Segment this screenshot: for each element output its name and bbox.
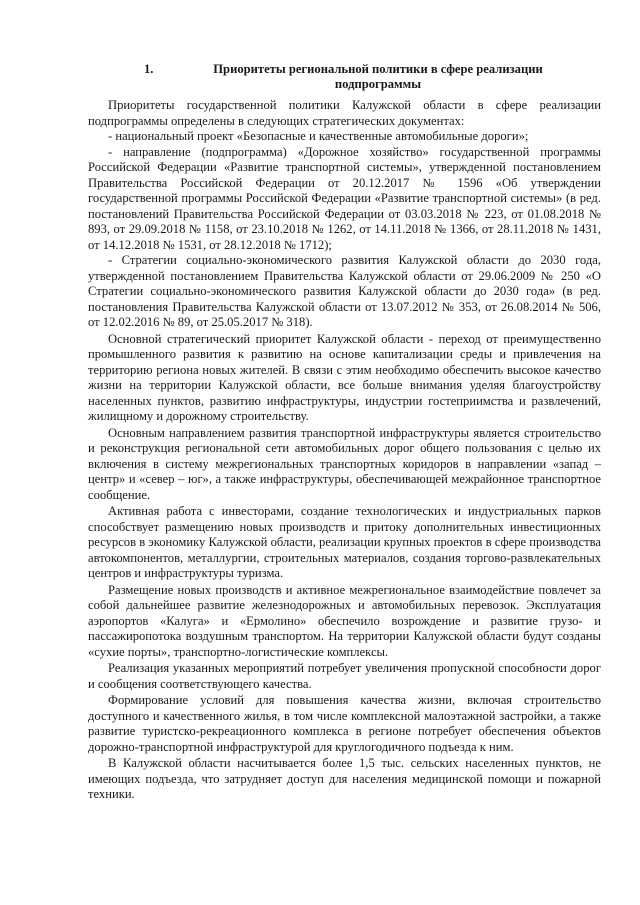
document-body: [88, 98, 601, 803]
section-heading: [110, 62, 580, 92]
list-item-regional-strategy: - Стратегии социально-экономического развития Калужской области до 2030 года, утвержденной постановлением Правительства Калужской области от 29.06.2009 № 250 «О Стратегии социально-экономического развития Калужской области до 2030 года» (в ред. постановления Правительства Калужской области от 13.07.2012 № 353, от 26.08.2014 № 506, от 12.02.2016 № 89, от 25.05.2017 № 318).: [88, 253, 601, 329]
paragraph-road-capacity: Реализация указанных мероприятий потребует увеличения пропускной способности дорог и сообщения соответствующего качества.: [88, 661, 601, 691]
list-item-federal-program: - направление (подпрограмма) «Дорожное хозяйство» государственной программы Российской Федерации «Развитие транспортной системы», утвержденной постановлением Правительства Российской Федерации от 20.12.2017 № 1596 «Об утверждении государственной программы Российской Федерации «Развитие транспортной системы» (в ред. постановлений Правительства Российской Федерации от 03.03.2018 № 223, от 01.08.2018 № 893, от 29.09.2018 № 1158, от 23.10.2018 № 1262, от 14.11.2018 № 1366, от 28.11.2018 № 1431, от 14.12.2018 № 1531, от 28.12.2018 № 1712);: [88, 144, 601, 252]
section-title: Приоритеты региональной политики в сфере реализации подпрограммы: [213, 62, 543, 91]
paragraph-intro: Приоритеты государственной политики Калужской области в сфере реализации подпрограммы определены в следующих стратегических документах:: [88, 98, 601, 128]
paragraph-transport-direction: Основным направлением развития транспортной инфраструктуры является строительство и реконструкция региональной сети автомобильных дорог общего пользования с целью их включения в систему межрегиональных транспортных коридоров в направлении «запад – центр» и «север – юг», а также инфраструктуры, обеспечивающей межрайонное транспортное сообщение.: [88, 425, 601, 502]
list-item-national-project: - национальный проект «Безопасные и качественные автомобильные дороги»;: [108, 129, 529, 143]
paragraph-investors: Активная работа с инвесторами, создание технологических и индустриальных парков способствует размещению новых производств и притоку дополнительных инвестиционных ресурсов в экономику Калужской области, реализации крупных проектов в сфере производства автокомпонентов, металлургии, строительных материалов, создания торгово-развлекательных центров и инфраструктуры туризма.: [88, 504, 601, 580]
paragraph-quality-of-life: Формирование условий для повышения качества жизни, включая строительство доступного и качественного жилья, в том числе комплексной малоэтажной застройки, а также развитие туристско-рекреационного комплекса в регионе потребует обеспечения объектов дорожно-транспортной инфраструктурой для круглогодичного подъезда к ним.: [88, 693, 601, 754]
paragraph-new-production: Размещение новых производств и активное межрегиональное взаимодействие повлечет за собой дальнейшее развитие железнодорожных и автомобильных перевозок. Эксплуатация аэропортов «Калуга» и «Ермолино» обеспечило возрождение и развитие грузо- и пассажиропотока воздушным транспортом. На территории Калужской области будут созданы «сухие порты», транспортно-логистические комплексы.: [88, 582, 601, 659]
paragraph-main-priority: Основной стратегический приоритет Калужской области - переход от преимущественно промышленного развития к развитию на основе капитализации среды и привлечения на территорию региона новых жителей. В связи с этим необходимо обеспечить высокое качество жизни на территории Калужской области, все больше внимания уделяя благоустройству населенных пунктов, развитию инфраструктуры, индустрии гостеприимства и развлечений, жилищному и дорожному строительству.: [88, 331, 601, 423]
paragraph-rural-settlements: В Калужской области насчитывается более 1,5 тыс. сельских населенных пунктов, не имеющих подъезда, что затрудняет доступ для населения медицинской помощи и пожарной техники.: [88, 756, 601, 801]
section-number: 1.: [144, 62, 154, 76]
